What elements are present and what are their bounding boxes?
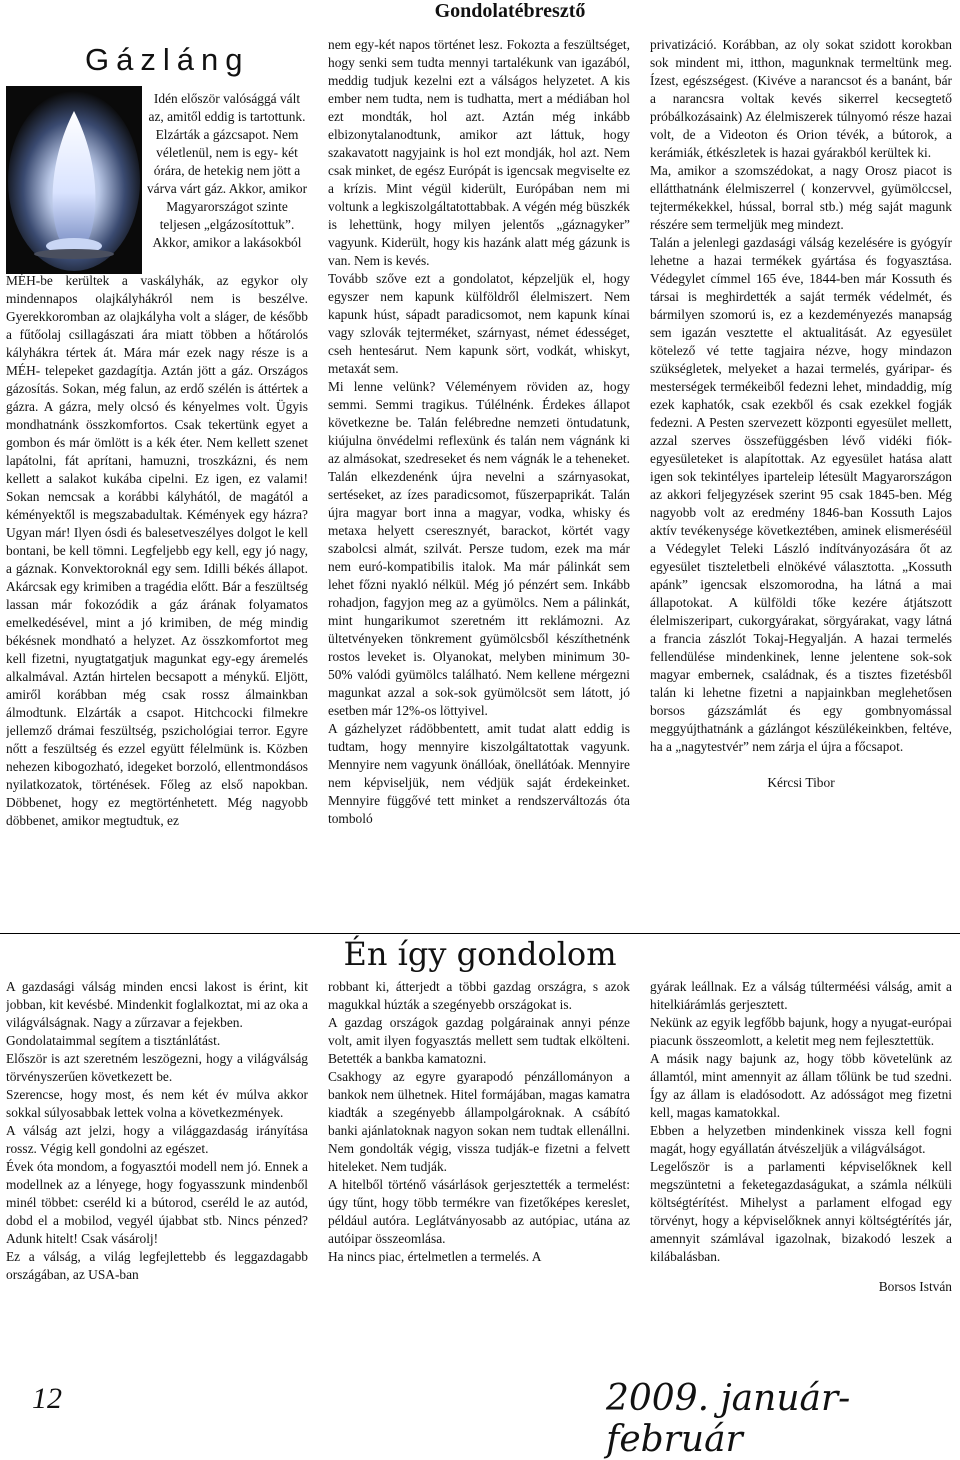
paragraph: A másik nagy bajunk az, hogy több követelünk az államtól, mint amennyit az állam tőlünk be tud szedni. Így az állam is eladósodott. Az adósságot meg fizetni kell, magas kamatokkal. — [650, 1051, 952, 1120]
paragraph: A gazdag országok gazdag polgárainak annyi pénze volt, amit ilyen fogyasztás mellett sem tudtak elkölteni. Betették a bankba kamatozni. — [328, 1015, 630, 1066]
intro-paragraph: Idén először valósággá vált az, amitől eddig is tartottunk. Elzárták a gázcsapot. Nem véletlenül, nem is egy- két órára, de hetekig nem jött a várva várt gáz. Akkor, amikor Magyarországot szinte teljesen „elgázosítottuk”. Akkor, amikor a lakásokból — [146, 91, 308, 250]
paragraph: A gázhelyzet rádöbbentett, amit tudat alatt eddig is tudtam, hogy mennyire kiszolgáltatottak vagyunk. Mennyire nem vagyunk önállóak, önellátóak. Mennyire nem képviseljük, nem védjük saját érdekeinket. Mennyire függővé tett minket a rendszerváltozás óta tomboló — [328, 721, 630, 826]
article-title: Gázláng — [85, 42, 250, 77]
paragraph: gyárak leállnak. Ez a válság túlterméési válság, amit a hitelkiárámlás gerjesztett. — [650, 979, 952, 1012]
paragraph: nem egy-két napos történet lesz. Fokozta a feszültséget, hogy senki sem tudta mennyi tartalékunk van igazából, meddig tudjuk kezelni ezt a válságos helyzetet. A kis ember nem tudta, nem is tudhatta, mert a médiában hol ezt mondták, hol azt. Aztán még inkább elbizonytalanodtunk, amikor azt láttuk, hogy szakavatott nagyjaink is hol ezt mondják, hol azt. Nem csak minket, de egész Európát is igencsak megviselte ez a krízis. Mint végül kiderült, Európában nem mi voltunk a legkiszolgáltatottabbak. A végén még büszkék is lehettünk, hogy milyen jelentős „gáznagyker” vagyunk. Kiderült, hogy kis hazánk alatt még gázunk is van. Nem is kevés. — [328, 37, 630, 268]
article-column-1 — [6, 978, 308, 1376]
section-divider — [0, 933, 960, 934]
author-name: Kércsi Tibor — [767, 775, 835, 790]
article-intro — [146, 90, 308, 252]
article-column-3 — [650, 36, 952, 896]
paragraph: Nekünk az egyik legfőbb bajunk, hogy a nyugat-európai piacunk összeomlott, a keletit meg nem fejlesztettük. — [650, 1015, 952, 1048]
paragraph: Tovább szőve ezt a gondolatot, képzeljük el, hogy egyszer nem kapunk külföldről élelmiszert. Nem kapunk húst, sápadt paradicsomot, nem kapunk kínai vagy szlovák tejterméket, szárnyast, német édességet, cseh hentesárut. Nem kapunk sört, vodkát, whiskyt, metaxát sem. — [328, 271, 630, 376]
paragraph: A hitelből történő vásárlások gerjesztették a termelést: úgy tűnt, hogy több termékre van fizetőképes kereslet, például autóra. Leglátványosabb az autópiac, utána az autóipar összeomlása. — [328, 1177, 630, 1246]
paragraph: A válság azt jelzi, hogy a világgazdaság irányítása rossz. Végig kell gondolni az egészet. — [6, 1123, 308, 1156]
paragraph: Legelőször is a parlamenti képviselőknek kell megszüntetni a feketegazdaságukat, a számla nélküli költségtérítést. Mihelyst a parlament elfogad egy törvényt, hogy a képviselőknek annyi költségtérítés jár, amennyit számlával igazolnak, bizakodó leszek a kilábalásban. — [650, 1159, 952, 1264]
paragraph: A gazdasági válság minden encsi lakost is érint, kit jobban, kit kevésbé. Mindenkit foglalkoztat, mi az oka a világválságnak. Nagy a zűrzavar a fejekben. — [6, 979, 308, 1030]
issue-date: 2009. január-február — [606, 1378, 851, 1460]
paragraph: Ma, amikor a szomszédokat, a nagy Orosz piacot is ellátthatnánk élelmiszerrel ( konzervvel, gyümölccsel, tejtermékekkel, hússal, borral stb.) még saját magunk részére sem termeljük meg mindezt. — [650, 163, 952, 232]
paragraph: privatizáció. Korábban, az oly sokat szidott korokban sok mindent mi, itthon, magunknak termeltünk meg. Ízest, egészségest. (Kivéve a narancsot és a banánt, bár a narancsra voltak kevés sikerrel kecsegtető próbálkozásaink) Az élelmiszerek túlnyomó része hazai volt, de a Videoton és Orion tévék, a bútorok, a kerámiák, étkészletek is hazai gyárakból kerültek ki. — [650, 37, 952, 160]
paragraph: Ebben a helyzetben mindenkinek vissza kell fogni magát, hogy egyállatán átvészeljük a világválságot. — [650, 1123, 952, 1156]
article-column-3 — [650, 978, 952, 1376]
article-title: Én így gondolom — [343, 935, 617, 973]
article-column-2 — [328, 36, 630, 932]
paragraph: Gondolataimmal segítem a tisztánlátást. — [6, 1033, 221, 1048]
section-header: Gondolatébresztő — [434, 0, 586, 22]
author-name: Borsos István — [878, 1279, 952, 1294]
paragraph: Ha nincs piac, értelmetlen a termelés. A — [328, 1249, 542, 1264]
gas-flame-image — [6, 86, 142, 274]
paragraph: MÉH-be kerültek a vaskályhák, az egykor oly mindennapos olajkályhákról nem is beszélve. Gyerekkoromban az olajkályha volt a sláger, de később a fűtőolaj csillagászati ára miatt többen a hőtárolós kályhákra tértek át. Mára már ezek nagy része is a MÉH- telepeket gazdagítja. Aztán jött a gáz. Országos gázosítás. Sokan, még falun, az erdő szélén is áttértek a gázra. A gázra, mely olcsó és kényelmes volt. Ügyis mondhatnánk összkomfortos. Csak tekertünk egyet a gombon és már ömlött is a kék éter. Nem kellett szenet lapátolni, fát aprítani, hamuzni, troszkázni, és nem kellett a salakot kukába cipelni. Ez igen, ez valami! Sokan nemcsak a korábbi kályhától, de magától a kéményektől is megszabadultak. Kémények egy házra? Ugyan már! Ilyen ósdi és balesetveszélyes dolgot le kell bontani, be kell tömni. Legfeljebb egy kell, egy jó nagy, a gáznak. Konvektoroknál egy sem. Idilli békés állapot. Akárcsak egy krimiben a tragédia előtt. Bár a feszültség lassan már fokozódik a gáz árának folyamatos emelkedésével, mint a jó krimiben, de még mindig békésnek mondható a helyzet. Az összkomfortot meg kell fizetni, nyugtatgatjuk magunkat egy-egy áremelés alkalmával. Aztán hirtelen becsapott a ménykű. Eljött, amiről korábban még csak rossz álmainkban álmodtunk. Elzárták a csapot. Hitchcocki filmekre jellemző drámai feszültség, pszichológiai terror. Egyre nőtt a feszültség és ezzel együtt félelmünk is. Közben nehezen kibogozható, idegeket borzoló, ellentmondásos nyilatkozatok, történések. Főleg az első napokban. Döbbenet, hogy ez megtörténhetett. Még nagyobb döbbenet, amikor megtudtuk, ez — [6, 273, 308, 828]
page-number: 12 — [32, 1382, 62, 1415]
paragraph: robbant ki, átterjedt a többi gazdag országra, s azok magukkal húzták a szegényebb országokat is. — [328, 979, 630, 1012]
article-column-1 — [6, 272, 308, 932]
paragraph: Szerencse, hogy most, és nem két év múlva akkor sokkal súlyosabbak lettek volna a következmények. — [6, 1087, 308, 1120]
paragraph: Ez a válság, a világ legfejlettebb és leggazdagabb országában, az USA-ban — [6, 1249, 308, 1282]
paragraph: Először is azt szeretném leszögezni, hogy a világválság törvényszerűen következett be. — [6, 1051, 308, 1084]
paragraph: Évek óta mondom, a fogyasztói modell nem jó. Ennek a modellnek az a lényege, hogy fogyasszunk mindenből minél többet: cseréld ki a bútorod, cseréld le az autód, dobd el a mobilod, vegyél újabbat stb. Nincs pénzed? Adunk hitelt! Csak vásárolj! — [6, 1159, 308, 1246]
paragraph: Mi lenne velünk? Véleményem röviden az, hogy semmi. Semmi tragikus. Túlélnénk. Érdekes állapot következne be. Talán felébredne nemzeti öntudatunk, kiújulna önvédelmi reflexünk és talán nem vágnánk ki az almásokat, szedreseket és nem vágnák le a teheneket. Talán elkezdenénk újra nevelni a szárnyasokat, sertéseket, az ízes paradicsomot, fűszerpaprikát. Talán újra magyar bort inna a magyar, vodka, whisky és metaxa helyett cseresznyét, barackot, körtét vagy szabolcsi almát, szilvát. Persze tudom, ezek ma már nem euró-kompatibilis italok. Ma már pálinkát sem lehet főzni nyakló nélkül. Még jó pénzért sem. Inkább rohadjon, fagyjon meg az a gyümölcs. Nem a pálinkát, mint hungarikumot szeretném itt reklámozni. Az ültetvényeken tönkrement gyümölcsből készíthetnénk rostos leveket is. Olyanokat, melyben minimum 30-50% valódi gyümölcs található. Nem kellene mérgezni magunkat azzal a sok-sok gyümölcsöt sem látott, jó esetben már 12%-os löttyivel. — [328, 379, 630, 718]
article-column-2 — [328, 978, 630, 1376]
paragraph: Talán a jelenlegi gazdasági válság kezelésére is gyógyír lehetne a hazai termékek gyártása és fogyasztása. Védegylet címmel 165 éve, 1844-ben már Kossuth és társai is meghirdették a saját termék védelmét, és bármilyen szomorú is, ez a kezdeményezés manapság sem igazán vesztette el aktualitását. Az egyesület kötelező vé tette tagjaira nézve, hogy mindazon szükségletek, melyeket a hazai termelés, gyáripar- és mesterségek termékeiből fedezni lehet, mindaddig, míg ezek kaphatók, csak ezekből és csak ezekkel fogják fedezni. A Pesten szervezett központi egyesület mellett, azzal szerves összefüggésben lévő vidéki fiók-egyesületeket is alapítottak. Az egyesület hatása alatt igen sok tekintélyes iparteleip létesült Magyarországon az akkori feljegyzések szerint 95 csak 1845-ben. Még nagyobb volt az eredmény 1846-ban Kossuth Lajos aktív tevékenysége következtében, aminek elismeréséül a Védegylet Teleki László indítványozására őt az egyesület tiszteletbeli elnökévé választotta. „Kossuth apánk” igencsak elszomorodna, ha látná a mai állapotokat. A külföldi tőke kezére átjátszott élelmiszeripart, cukorgyárakat, sörgyárakat, vagy látná a francia zászlót Tokaj-Hegyalján. A hazai termelés fellendülése mindenkinek, lenne jelentene sok-sok magyar embernek, családnak, és a tisztes fizetésből talán ki lehetne fizetni a napjainkban meglehetősen borsos gázszámlát és egy gombnyomással meggyújthatnánk a gázlángot készülékeinkben, feltéve, ha a „nagytestvér” nem zárja el újra a főcsapot. — [650, 235, 952, 754]
paragraph: Csakhogy az egyre gyarapodó pénzállományon a bankok nem ülhetnek. Hitel formájában, magas kamatra kiadták a szegényebb állampolgároknak. A csábító banki ajánlatoknak nagyon sokan nem tudtak ellenállni. Nem gondolták végig, vissza tudják-e fizetni a felvett hiteleket. Nem tudják. — [328, 1069, 630, 1174]
